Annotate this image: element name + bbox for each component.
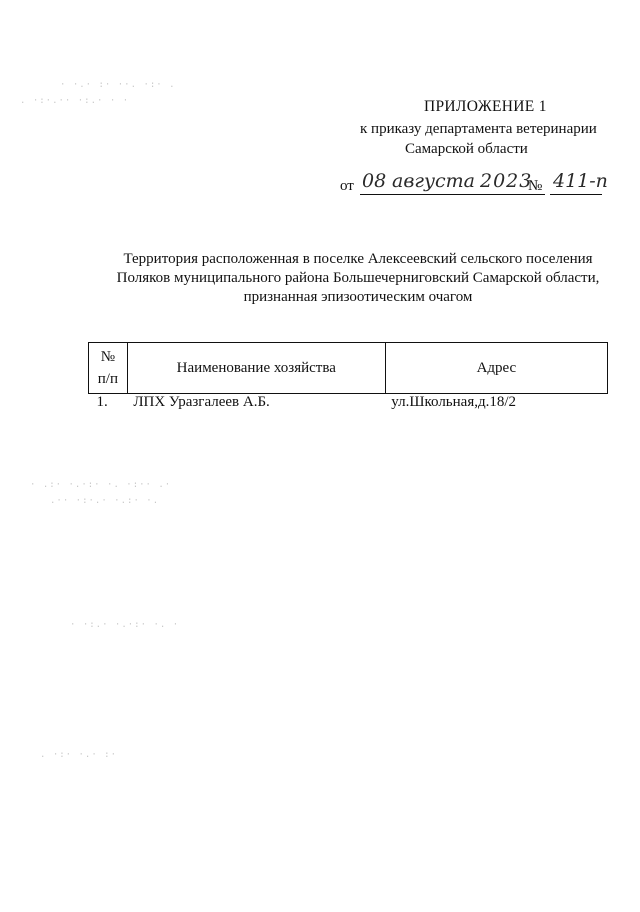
- date-month: августа: [392, 170, 475, 192]
- handwritten-date: [360, 172, 545, 195]
- appendix-region-line: Самарской области: [405, 141, 528, 157]
- number-sign: №: [528, 178, 543, 194]
- heading-line-2: Поляков муниципального района Большечерниговский Самарской области,: [116, 270, 600, 286]
- appendix-title: ПРИЛОЖЕНИЕ 1: [424, 98, 547, 115]
- from-prefix: от: [340, 178, 354, 194]
- header-number: [89, 343, 128, 394]
- scan-noise: . ·:·.·· ·:.· · ·: [20, 96, 130, 106]
- handwritten-number: [550, 170, 608, 195]
- scan-noise: . ·:· ·.· :·: [40, 750, 118, 760]
- heading-line-3: признанная эпизоотическим очагом: [243, 289, 473, 305]
- heading-line-1: Территория расположенная в поселке Алексеевский сельского поселения: [123, 251, 593, 267]
- order-date-line: [340, 170, 608, 198]
- date-year: 2023: [480, 170, 533, 192]
- appendix-order-line: к приказу департамента ветеринарии: [360, 121, 597, 137]
- document-heading: [60, 250, 640, 307]
- scan-noise: · ·:.· ·.·:· ·. ·: [70, 620, 180, 630]
- header-address: Адрес: [385, 343, 607, 394]
- farms-table: [88, 342, 608, 414]
- scan-noise: · .:· ·.·:· ·. ·:·· .·: [30, 480, 172, 490]
- row-farm-name: ЛПХ Уразгалеев А.Б.: [133, 394, 270, 410]
- row-address: ул.Школьная,д.18/2: [391, 394, 517, 410]
- scan-noise: .·· ·:·.· ·.:· ·.: [50, 496, 160, 506]
- date-day: 08: [362, 170, 387, 192]
- header-number-abbr: п/п: [97, 371, 119, 387]
- table-row: [89, 394, 608, 415]
- scan-noise: · ·.· :· ··. ·:· .: [60, 80, 176, 90]
- header-farm-name: Наименование хозяйства: [127, 343, 385, 394]
- order-number: 411-п: [553, 170, 608, 192]
- row-number: 1.: [96, 394, 108, 410]
- table-header-row: [89, 343, 608, 394]
- header-number-sign: №: [100, 349, 116, 365]
